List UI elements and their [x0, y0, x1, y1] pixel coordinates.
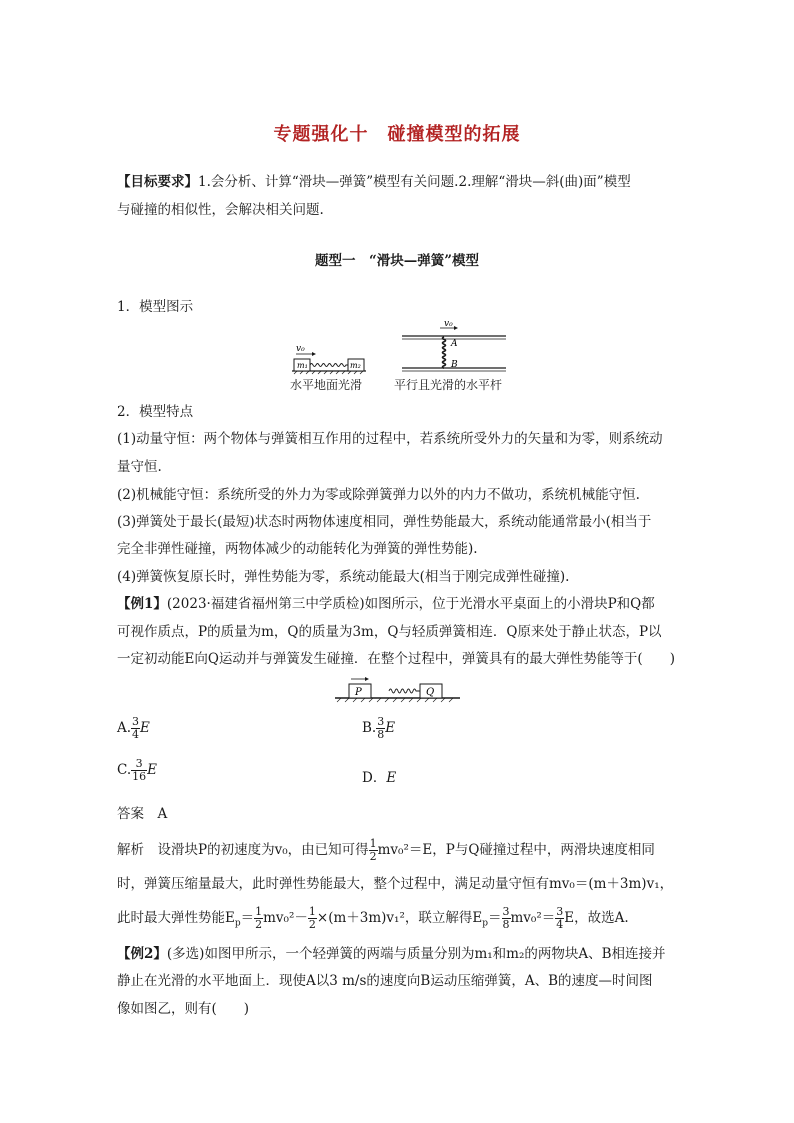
example2-label: 【例2】 [117, 946, 167, 962]
example2-line-3: 像如图乙，则有( ) [117, 1001, 250, 1017]
label-m2: m₂ [350, 361, 361, 370]
label-b: B [451, 360, 458, 370]
section1-heading: 题型一 “滑块—弹簧”模型 [314, 253, 480, 269]
label-m1: m₁ [297, 361, 308, 370]
frac-final: $\frac{3}{4}$ [556, 905, 564, 931]
frac-c: $\frac{3}{16}$ [132, 757, 147, 783]
caption-left: 水平地面光滑 [290, 378, 363, 392]
example1-line-2: 可视作质点，P的质量为m，Q的质量为3m，Q与轻质弹簧相连．Q原来处于静止状态，P以 [117, 624, 662, 640]
caption-right: 平行且光滑的水平杆 [394, 378, 503, 392]
model-figure [284, 316, 524, 396]
analysis-line-1: 解析 设滑块P的初速度为v₀，由已知可得 $\frac{1}{2}$ mv₀²＝E，P与Q碰撞过程中，两滑块速度相同 [117, 837, 655, 863]
frac-half-2: $\frac{1}{2}$ [255, 905, 263, 931]
answer-label: 答案 [117, 806, 144, 822]
model-figure-heading: 1．模型图示 [117, 299, 194, 315]
option-c: C. $\frac{3}{16}$ E [117, 757, 157, 783]
label-v0-right: v₀ [444, 319, 453, 329]
example1-figure [335, 676, 460, 704]
example1-figure-svg [335, 676, 460, 704]
label-a: A [451, 339, 458, 349]
goal-line-2: 与碰撞的相似性，会解决相关问题. [117, 202, 324, 218]
option-d: D．E [362, 770, 397, 786]
label-p: P [355, 687, 362, 698]
frac-half-3: $\frac{1}{2}$ [308, 905, 316, 931]
goal-label: 【目标要求】 [117, 174, 198, 190]
example2-line-1: 【例2】(多选)如图甲所示，一个轻弹簧的两端与质量分别为m₁和m₂的两物块A、B相连接并 [117, 946, 666, 962]
feature-4: (4)弹簧恢复原长时，弹性势能为零，系统动能最大(相当于刚完成弹性碰撞). [117, 569, 570, 585]
example1-line-3: 一定初动能E向Q运动并与弹簧发生碰撞．在整个过程中，弹簧具有的最大弹性势能等于( ) [117, 651, 675, 667]
label-q: Q [426, 687, 435, 698]
example2-line-2: 静止在光滑的水平地面上．现使A以3 m/s的速度向B运动压缩弹簧，A、B的速度—时间图 [117, 973, 653, 989]
option-b: B. $\frac{3}{8}$ E [362, 715, 396, 741]
frac-result: $\frac{3}{8}$ [502, 905, 510, 931]
frac-b: $\frac{3}{8}$ [377, 715, 385, 741]
feature-3a: (3)弹簧处于最长(最短)状态时两物体速度相同，弹性势能最大，系统动能通常最小(相当于 [117, 514, 652, 530]
analysis-label: 解析 [117, 842, 144, 858]
feature-1a: (1)动量守恒：两个物体与弹簧相互作用的过程中，若系统所受外力的矢量和为零，则系统动 [117, 431, 663, 447]
analysis-line-2: 时，弹簧压缩量最大，此时弹性势能最大，整个过程中，满足动量守恒有mv₀＝(m＋3m)v₁， [117, 876, 674, 892]
label-v0-left: v₀ [296, 344, 305, 354]
features-heading: 2．模型特点 [117, 404, 194, 420]
answer-line [117, 800, 682, 828]
feature-1b: 量守恒. [117, 459, 162, 475]
frac-a: $\frac{3}{4}$ [132, 715, 140, 741]
frac-half-1: $\frac{1}{2}$ [369, 837, 377, 863]
goal-line-1: 【目标要求】1.会分析、计算“滑块—弹簧”模型有关问题.2.理解“滑块—斜(曲)面”模型 [117, 174, 631, 190]
analysis-line-3: 此时最大弹性势能$E_p=$ $\frac{1}{2}$ mv₀²－ $\frac{1}{2}$ ×(m＋3m)v₁²，联立解得$E_p=$ $\frac{3}{8}$ mv₀²＝ $\frac{3}{4}$ E，故选A. [117, 905, 629, 931]
answer-value: A [157, 806, 168, 822]
example1-label: 【例1】 [117, 596, 167, 612]
example1-line-1: 【例1】(2023·福建省福州第三中学质检)如图所示，位于光滑水平桌面上的小滑块P和Q都 [117, 596, 655, 612]
option-a: A. $\frac{3}{4}$ E [117, 715, 150, 741]
spring-horizontal [310, 364, 348, 367]
spring-vertical [443, 337, 446, 368]
page-title: 专题强化十 碰撞模型的拓展 [273, 124, 521, 145]
spring-example1 [389, 689, 420, 693]
feature-2: (2)机械能守恒：系统所受的外力为零或除弹簧弹力以外的内力不做功，系统机械能守恒. [117, 487, 640, 503]
feature-3b: 完全非弹性碰撞，两物体减少的动能转化为弹簧的弹性势能). [117, 541, 478, 557]
